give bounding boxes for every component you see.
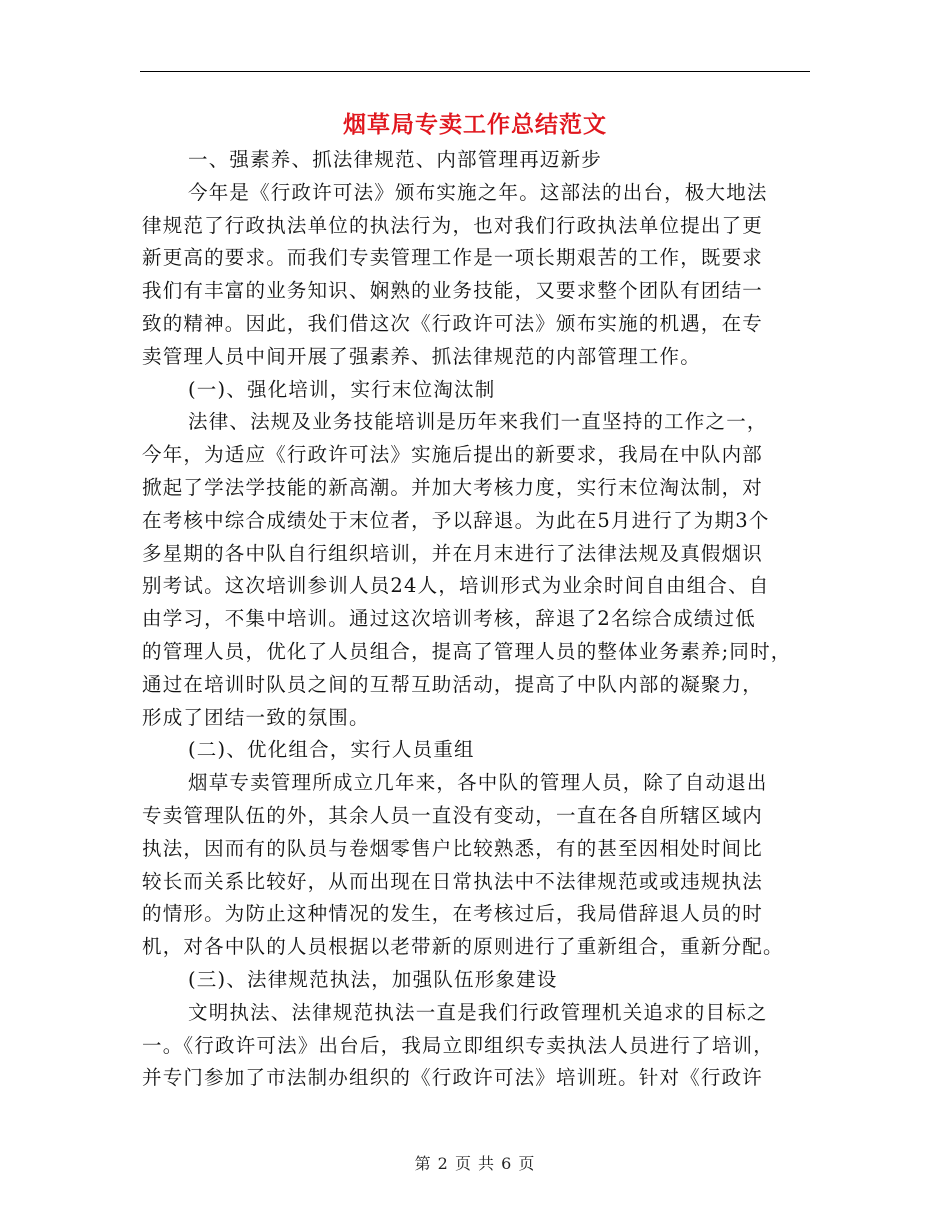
body-text-line: 的管理人员，优化了人员组合，提高了管理人员的整体业务素养;同时， [142,639,792,663]
header-rule [140,71,810,72]
body-text-line: 形成了团结一致的氛围。 [142,705,370,729]
body-text-line: 通过在培训时队员之间的互帮互助活动，提高了中队内部的凝聚力， [142,672,764,696]
body-text-line: 别考试。这次培训参训人员24人，培训形式为业余时间自由组合、自 [142,574,770,598]
body-text-line: 我们有丰富的业务知识、娴熟的业务技能，又要求整个团队有团结一 [142,279,764,303]
body-text-line: 一。《行政许可法》出台后，我局立即组织专卖执法人员进行了培训， [142,1033,774,1057]
body-text-line: 法律、法规及业务技能培训是历年来我们一直坚持的工作之一， [188,410,768,434]
document-body [142,144,810,1095]
body-text-line: 一、强素养、抓法律规范、内部管理再迈新步 [188,148,603,171]
body-text-line: 较长而关系比较好，从而出现在日常执法中不法律规范或或违规执法 [142,869,764,893]
body-text-line: 并专门参加了市法制办组织的《行政许可法》培训班。针对《行政许 [142,1066,764,1090]
body-text-line: 在考核中综合成绩处于末位者，予以辞退。为此在5月进行了为期3个 [142,508,770,532]
body-text-line: 致的精神。因此，我们借这次《行政许可法》颁布实施的机遇，在专 [142,311,764,335]
body-text-line: 新更高的要求。而我们专卖管理工作是一项长期艰苦的工作，既要求 [142,246,764,270]
body-text-line: 今年是《行政许可法》颁布实施之年。这部法的出台，极大地法 [188,180,768,204]
body-text-line: (二)、优化组合，实行人员重组 [188,738,475,762]
body-text-line: 律规范了行政执法单位的执法行为，也对我们行政执法单位提出了更 [142,213,764,237]
body-text-line: 专卖管理队伍的外，其余人员一直没有变动，一直在各自所辖区域内 [142,803,764,827]
page-number: 第 2 页 共 6 页 [414,1154,536,1173]
body-text-line: (一)、强化培训，实行末位淘汰制 [188,377,496,401]
body-text-line: 的情形。为防止这种情况的发生，在考核过后，我局借辞退人员的时 [142,902,764,926]
body-text-line: 由学习，不集中培训。通过这次培训考核，辞退了2名综合成绩过低 [142,607,756,631]
body-text-line: 机，对各中队的人员根据以老带新的原则进行了重新组合，重新分配。 [142,935,784,959]
body-text-line: 烟草专卖管理所成立几年来，各中队的管理人员，除了自动退出 [188,771,768,795]
body-text-line: 文明执法、法律规范执法一直是我们行政管理机关追求的目标之 [188,1000,768,1024]
body-text-line: 掀起了学法学技能的新高潮。并加大考核力度，实行末位淘汰制，对 [142,475,764,499]
body-text-line: 卖管理人员中间开展了强素养、抓法律规范的内部管理工作。 [142,344,701,368]
document-title: 烟草局专卖工作总结范文 [343,112,607,138]
body-text-line: 执法，因而有的队员与卷烟零售户比较熟悉，有的甚至因相处时间比 [142,836,764,860]
body-text-line: 多星期的各中队自行组织培训，并在月末进行了法律法规及真假烟识 [142,541,764,565]
body-text-line: (三)、法律规范执法，加强队伍形象建设 [188,967,558,991]
body-text-line: 今年，为适应《行政许可法》实施后提出的新要求，我局在中队内部 [142,443,764,467]
